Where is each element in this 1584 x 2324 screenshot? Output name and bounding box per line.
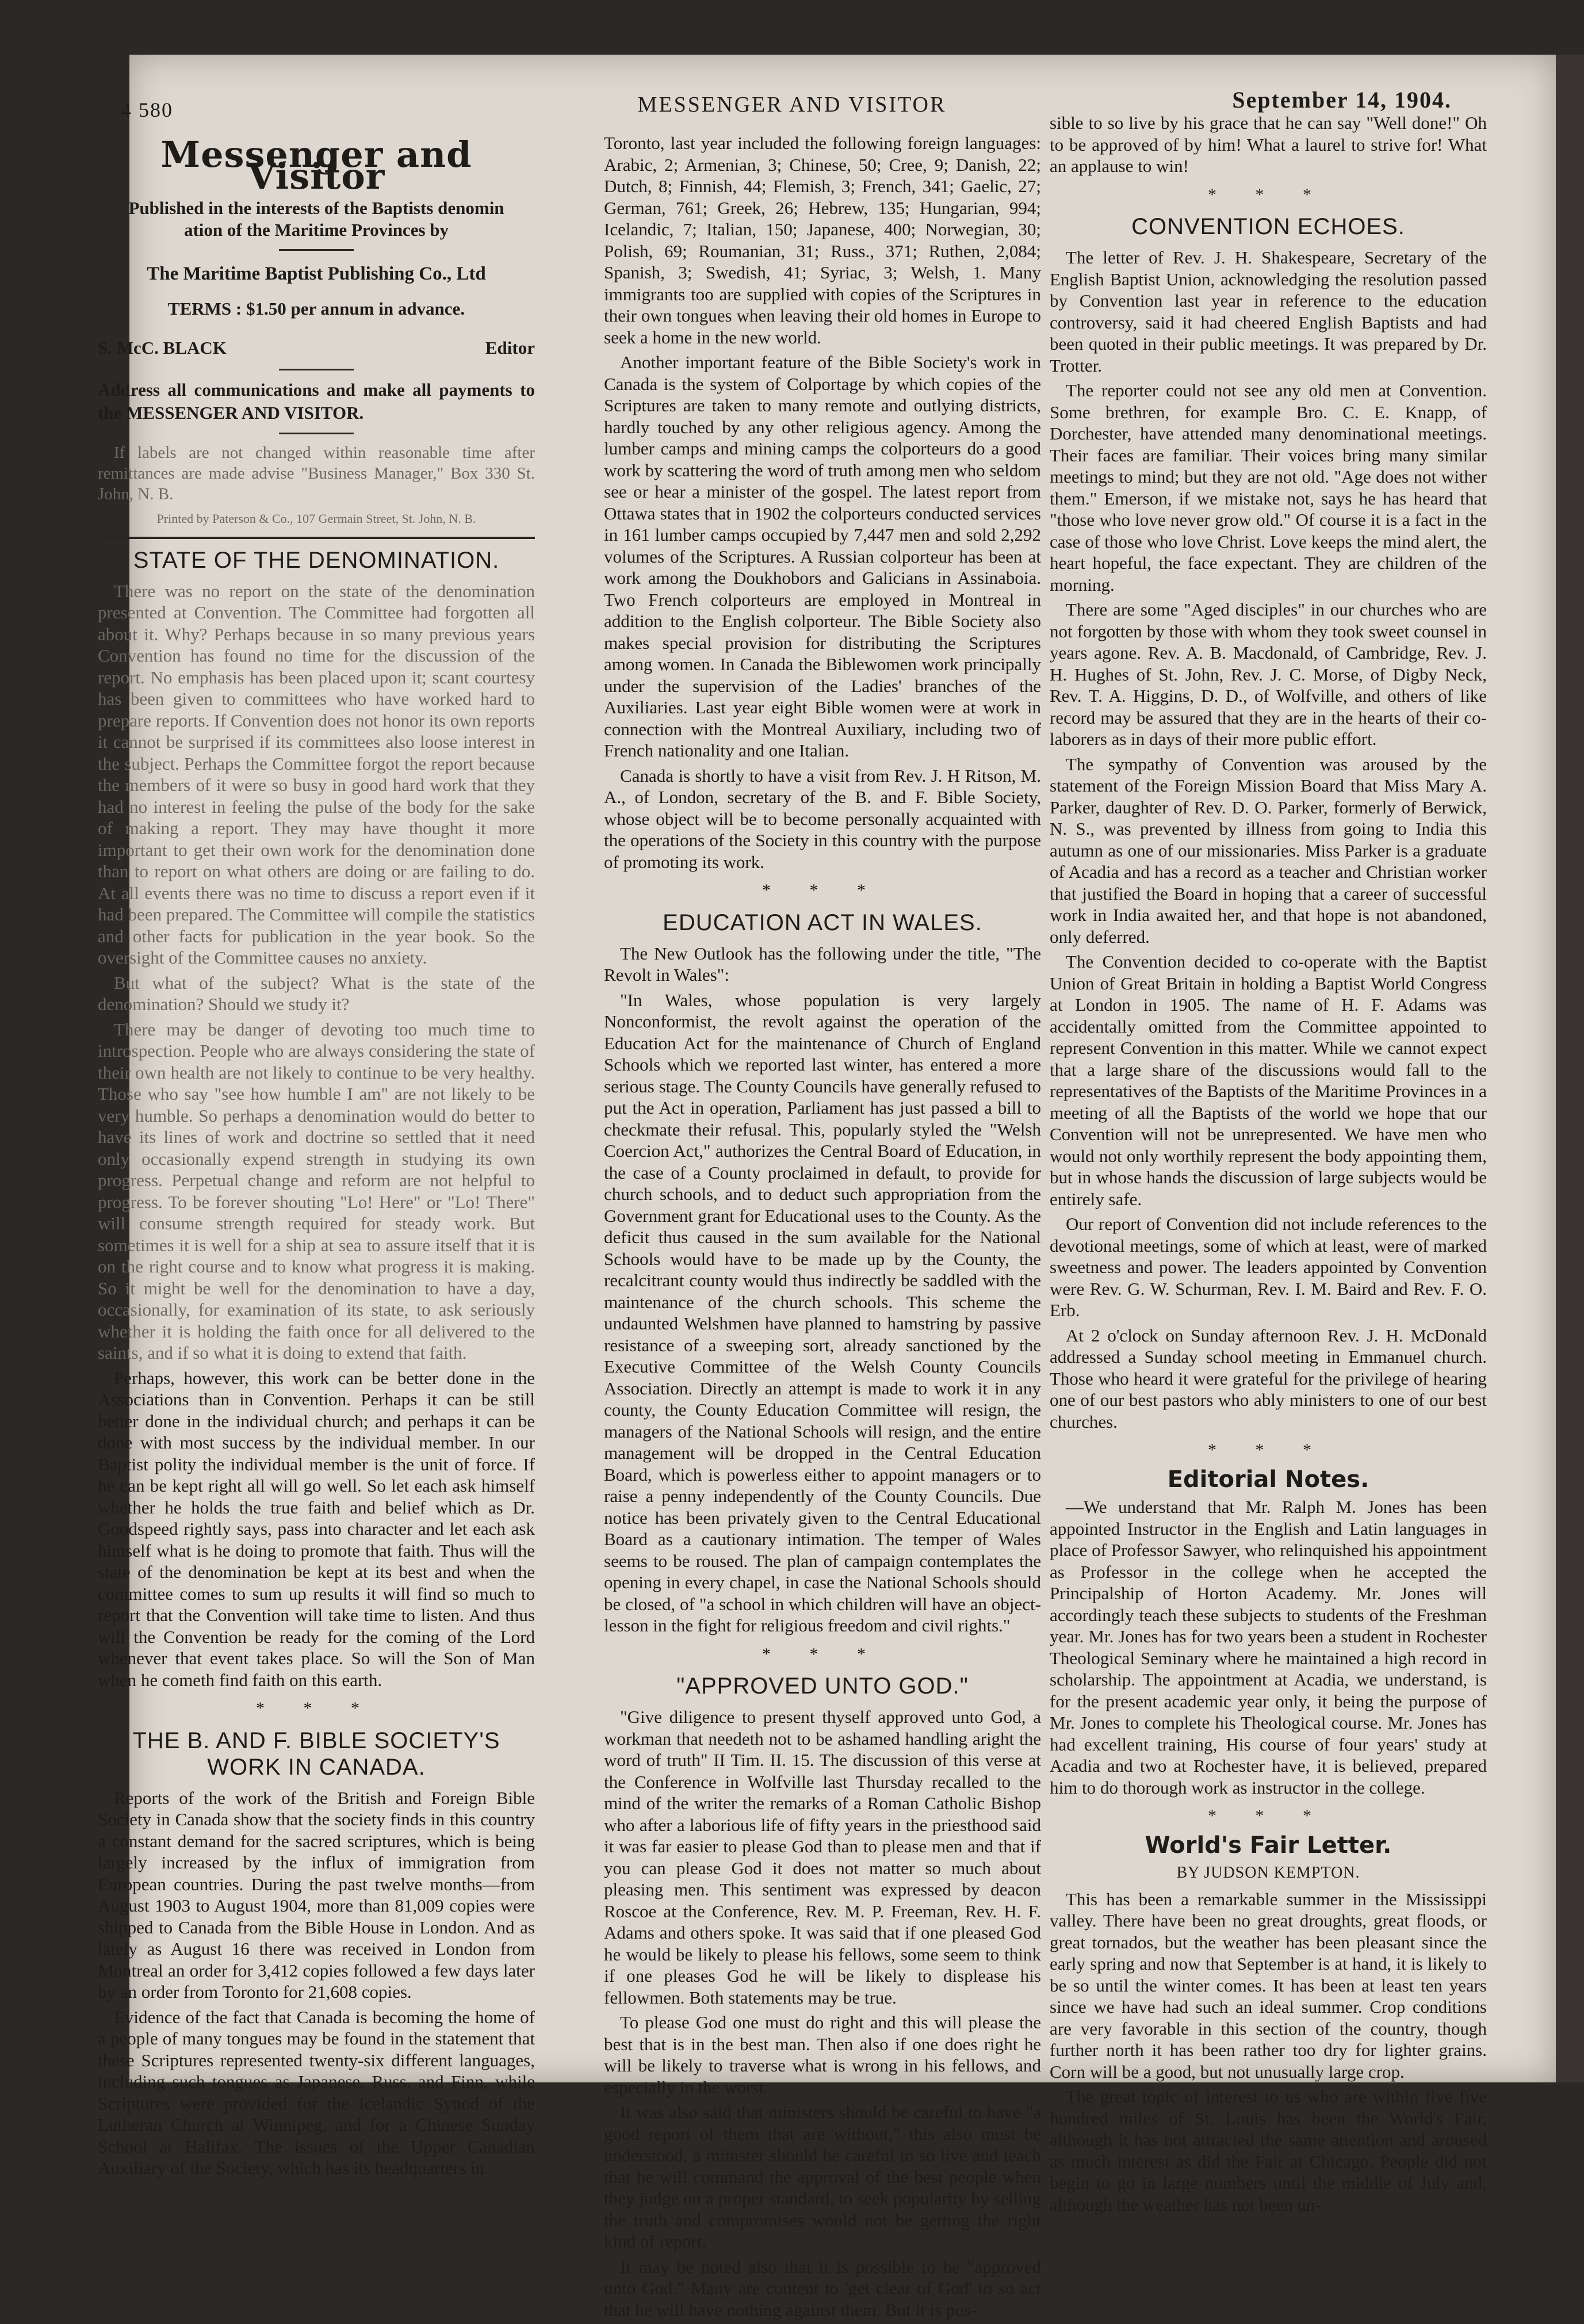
section-divider: * * * xyxy=(1208,185,1329,204)
article-heading: "APPROVED UNTO GOD." xyxy=(676,1673,969,1699)
article-heading: CONVENTION ECHOES. xyxy=(1131,214,1405,239)
paragraph: The New Outlook has the following under the title, "The Revolt in Wales": xyxy=(604,943,1041,985)
byline: BY JUDSON KEMPTON. xyxy=(1176,1864,1360,1882)
editor-rule xyxy=(279,369,354,370)
paragraph: But what of the subject? What is the state of the denomination? Should we study it? xyxy=(98,972,535,1014)
address-notice: Address all communications and make all payments to the MESSENGER AND VISITOR. xyxy=(98,380,535,423)
paragraph: There are some "Aged disciples" in our churches who are not forgotten by those with whom they took sweet counsel in years agone. Rev. A. B. Macdonald, of Cambridge, Rev. J. H. Hughes of St. John, Rev. J. C. Morse, of Digby Neck, Rev. T. A. Higgins, D. D., of Wolfville, and others of like record may be assured that they are in the hearts of their co-laborers as in days of their more public effort. xyxy=(1050,599,1487,749)
page-number: 4 580 xyxy=(121,98,173,121)
paragraph: At 2 o'clock on Sunday afternoon Rev. J. H. McDonald addressed a Sunday school meeting in Emmanuel church. Those who heard it were grateful for the privilege of hearing one of our best pastors who ably ministers to one of our best churches. xyxy=(1050,1325,1487,1432)
paragraph: Toronto, last year included the following foreign languages: Arabic, 2; Armenian, 3; Chinese, 50; Cree, 9; Danish, 22; Dutch, 8; Finnish, 44; Flemish, 3; French, 341; Gaelic, 27; German, 761; Greek, 26; Hebrew, 135; Hungarian, 994; Icelandic, 7; Italian, 150; Japanese, 400; Norwegian, 30; Polish, 69; Roumanian, 31; Russ., 371; Ruthen, 2,084; Spanish, 3; Swedish, 41; Syriac, 3; Welsh, 1. Many immigrants too are supplied with copies of the Scriptures in their own tongues when leaving their old homes in Europe to seek a home in the new world. xyxy=(604,133,1041,347)
paragraph: Another important feature of the Bible Society's work in Canada is the system of Colportage by which copies of the Scriptures are taken to many remote and outlying districts, hardly touched by any other religious agency. Among the lumber camps and mining camps the colporteurs do a good work by scattering the word of truth among men who seldom see or hear a minister of the gospel. The latest report from Ottawa states that in 1902 the colporteurs conducted services in 161 lumber camps occupied by 7,447 men and sold 2,292 volumes of the Scriptures. A Russian colporteur has been at work among the Doukhobors and Galicians in Assinaboia. Two French colporteurs are employed in Montreal in addition to the English colporteur. The Bible Society also makes special provision for distributing the Scriptures among women. In Canada the Biblewomen work principally under the supervision of the Ladies' branches of the Auxiliaries. Last year eight Bible women were at work in connection with the Montreal Auxiliary, including two of French nationality and one Italian. xyxy=(604,352,1041,760)
article-heading: THE B. AND F. BIBLE SOCIETY'S WORK IN CANADA. xyxy=(132,1727,500,1780)
column-2 xyxy=(604,132,1041,2324)
paragraph: The Convention decided to co-operate with the Baptist Union of Great Britain in holding a Baptist World Congress at London in 1905. The name of H. F. Adams was accidentally omitted from the Committee appointed to represent Convention in this matter. While we cannot expect that a large share of the discussions would fall to the representatives of the Baptists of the Maritime Provinces in a meeting of all the Baptists of the world we hope that our Convention will not be unrepresented. We have men who would not only worthily represent the body appointing them, but in whose hands the discussion of large subjects would be entirely safe. xyxy=(1050,951,1487,1209)
section-divider: * * * xyxy=(762,1644,883,1664)
labels-notice: If labels are not changed within reasonable time after remittances are made advise "Business Manager," Box 330 St. John, N. B. xyxy=(98,444,535,503)
paragraph: This has been a remarkable summer in the Mississippi valley. There have been no great droughts, great floods, or great tornados, but the weather has been pleasant since the early spring and now that September is at hand, it is likely to be so until the winter comes. It has been at least ten years since we have had such an ideal summer. Crop conditions are very favorable in this section of the country, though further north it has been rather too dry for lighter grains. Corn will be a good, but not unusually large crop. xyxy=(1050,1889,1487,2082)
editor-label: Editor xyxy=(485,337,535,358)
paragraph: There was no report on the state of the denomination presented at Convention. The Committee had forgotten all about it. Why? Perhaps because in so many previous years Convention has found no time for the discussion of the report. No emphasis has been placed upon it; scant courtesy has been given to committees who have worked hard to prepare reports. If Convention does not honor its own reports it cannot be surprised if its committees also loose interest in the subject. Perhaps the Committee forgot the report because the members of it were so busy in good hard work that they had no interest in feeling the pulse of the body for the sake of making a report. They may have thought it more important to get their own work for the denomination done than to report on what others are doing or are failing to do. At all events there was no time to discuss a report even if it had been prepared. The Committee will compile the statistics and other facts for publication in the year book. So the oversight of the Committee causes no anxiety. xyxy=(98,580,535,968)
column-3 xyxy=(1050,112,1487,2219)
paragraph: It may be noted also that it is possible to be "approved unto God." Many are content to 'get clear of God' to so act that he will have nothing against them. But it is pos- xyxy=(604,2256,1041,2320)
page-edge-shadow xyxy=(1556,55,1584,2082)
running-title: MESSENGER AND VISITOR xyxy=(637,93,947,117)
paragraph: It was also said that ministers should be careful to have "a good report of them that are without," this also must be understood, a minister should be careful to so live and teach that he will command the approval of the best people when they judge on a proper standard, to seek popularity by selling the truth and compromises would not be getting the right kind of report. xyxy=(604,2102,1041,2252)
paragraph: There may be danger of devoting too much time to introspection. People who are always considering the state of their own health are not likely to continue to be very healthy. Those who say "see how humble I am" are not likely to be very humble. So perhaps a denomination would do better to have its lines of work and doctrine so settled that it need only occasionally expend strength in studying its own progress. Perpetual change and reform are not helpful to progress. To be forever shouting "Lo! Here" or "Lo! There" will consume strength required for steady work. But sometimes it is well for a ship at sea to assure itself that it is on the right course and to know what progress it is making. So it might be well for the denomination to have a day, occasionally, for examination of its state, to ask seriously whether it is holding the faith once for all delivered to the saints, and if so what it is doing to extend that faith. xyxy=(98,1019,535,1363)
paragraph: sible to so live by his grace that he can say "Well done!" Oh to be approved of by him! What a laurel to strive for! What an applause to win! xyxy=(1050,113,1487,176)
section-rule xyxy=(98,537,535,539)
paragraph: Perhaps, however, this work can be better done in the Associations than in Convention. Perhaps it can be still better done in the individual church; and perhaps it can be done with most success by the individual member. In our Baptist polity the individual member is the unit of force. If he can be kept right all will go well. So let each ask himself whether he holds the true faith and belief which as Dr. Goodspeed rightly says, pass into character and let each ask himself what is he doing to promote that faith. Thus will the state of the denomination be kept at its best and when the committee comes to sum up results it will find so much to report that the Convention will take time to listen. And thus will the Convention be ready for the coming of the Lord whenever that event takes place. So will the Son of Man when he cometh find faith on this earth. xyxy=(98,1367,535,1690)
paragraph: The sympathy of Convention was aroused by the statement of the Foreign Mission Board that Miss Mary A. Parker, daughter of Rev. D. O. Parker, formerly of Berwick, N. S., was prevented by illness from going to India this autumn as one of our missionaries. Miss Parker is a graduate of Acadia and has a record as a teacher and Christian worker that justified the Board in hoping that a career of successful work in India awaited her, and that hope is not abandoned, only deferred. xyxy=(1050,754,1487,947)
editor-name: S. McC. BLACK xyxy=(98,337,227,358)
masthead-publisher: The Maritime Baptist Publishing Co., Ltd xyxy=(147,263,486,284)
editor-row xyxy=(98,337,535,359)
masthead-subtitle-2: ation of the Maritime Provinces by xyxy=(183,220,449,240)
paragraph: Canada is shortly to have a visit from Rev. J. H Ritson, M. A., of London, secretary of the B. and F. Bible Society, whose object will be to become personally acquainted with the operations of the Society in this country with the purpose of promoting its work. xyxy=(604,765,1041,872)
address-rule xyxy=(279,433,354,434)
paragraph: "In Wales, whose population is very largely Nonconformist, the revolt against the operation of the Education Act for the maintenance of Church of England Schools which we reported last winter, has entered a more serious stage. The County Councils have generally refused to put the Act in operation, Parliament has just passed a bill to checkmate their refusal. This, popularly styled the "Welsh Coercion Act," authorizes the Central Board of Education, in the case of a County proclaimed in default, to provide for church schools, and to deduct such appropriation from the Government grant for Educational uses to the County. As the deficit thus caused in the sum available for the National Schools would have to be made up by the County, the recalcitrant county would thus indirectly be saddled with the maintenance of the church schools. This scheme the undaunted Welshmen have planned to hamstring by passive resistance of a sweeping sort, already sanctioned by the Executive Committee of the Welsh County Councils Association. Directly an attempt is made to work it in any county, the County Education Committee will resign, the managers of the National Schools will resign, and the entire management will be dropped in the Central Education Board, which is powerless either to appoint managers or to raise a penny independently of the County Councils. Due notice has been privately given to the Central Educational Board as a cautionary intimation. The temper of Wales seems to be roused. The plan of campaign contemplates the opening in every chapel, in case the National Schools should be closed, of "a school in which children will have an object-lesson in the fight for religious freedom and civil rights." xyxy=(604,989,1041,1635)
paragraph: Our report of Convention did not include references to the devotional meetings, some of which at least, were of marked sweetness and power. The leaders appointed by Convention were Rev. G. W. Schurman, Rev. I. M. Baird and Rev. F. O. Erb. xyxy=(1050,1214,1487,1320)
section-divider: * * * xyxy=(762,881,883,900)
paragraph: The reporter could not see any old men at Convention. Some brethren, for example Bro. C. E. Knapp, of Dorchester, have attended many denominational meetings. Their faces are familiar. Their voices bring many similar meetings to mind; but they are not old. "Age does not wither them." Emerson, if we mistake not, says he has heard that "those who love never grow old." Of course it is a fact in the case of those who love Christ. Love keeps the mind alert, the heart hopeful, the face expectant. They are children of the morning. xyxy=(1050,380,1487,595)
masthead-rule xyxy=(279,249,354,251)
paragraph: "Give diligence to present thyself approved unto God, a workman that needeth not to be ashamed handling aright the word of truth" II Tim. II. 15. The discussion of this verse at the Conference in Wolfville last Thursday recalled to the mind of the writer the remarks of a Roman Catholic Bishop who after a laborious life of fifty years in the priesthood said it was far easier to please God than to please men and that if you can please God it does not matter so much about pleasing men. This sentiment was expressed by deacon Roscoe at the Conference, Rev. M. P. Freeman, Rev. H. F. Adams and others spoke. It was said that if one pleased God he would be likely to please his fellows, some seem to think if one pleases God he will be likely to displease his fellowmen. Both statements may be true. xyxy=(604,1707,1041,2008)
article-heading: EDUCATION ACT IN WALES. xyxy=(663,909,982,935)
masthead-title: Messenger and Visitor xyxy=(160,133,472,197)
printer-line: Printed by Paterson & Co., 107 Germain Street, St. John, N. B. xyxy=(156,511,476,526)
column-1 xyxy=(98,133,535,2182)
paragraph: The letter of Rev. J. H. Shakespeare, Secretary of the English Baptist Union, acknowledging the resolution passed by Convention last year in reference to the education controversy, said it had cheered English Baptists and had been quoted in their public meetings. It was prepared by Dr. Trotter. xyxy=(1050,247,1487,376)
section-divider: * * * xyxy=(1208,1806,1329,1825)
paragraph: Evidence of the fact that Canada is becoming the home of a people of many tongues may be found in the statement that these Scriptures represented twenty-six different languages, including such tongues as Japanese, Russ. and Finn, while Scriptures were provided for the Icelandic Synod of the Lutheran Church at Winnipeg, and for a Chinese Sunday School at Halifax. The issues of the Upper Canadian Auxiliary of the Society, which has its headquarters in xyxy=(98,2006,535,2178)
article-heading: STATE OF THE DENOMINATION. xyxy=(133,547,500,573)
paragraph: —We understand that Mr. Ralph M. Jones has been appointed Instructor in the English and Latin languages in place of Professor Sawyer, who relinquished his appointment as Professor in the college when he accepted the Principalship of Horton Academy. Mr. Jones will accordingly teach these subjects to students of the Freshman year. Mr. Jones has for two years been a student in Rochester Theological Seminary where he maintained a high record in scholarship. The appointment at Acadia, we understand, is for the present academic year only, it being the purpose of Mr. Jones to complete his Theological course. Mr. Jones has had excellent training, His course of four years' study at Acadia and two at Rochester have, it is believed, prepared him to do thorough work as instructor in the college. xyxy=(1050,1497,1487,1798)
masthead-subtitle-1: Published in the interests of the Baptists denomin xyxy=(128,198,504,218)
paragraph: Reports of the work of the British and Foreign Bible Society in Canada show that the society finds in this country a constant demand for the sacred scriptures, which is being largely increased by the influx of immigration from European countries. During the past twelve months—from August 1903 to August 1904, more than 81,009 copies were shipped to Canada from the Bible House in London. And as lately as August 16 there was received in London from Montreal an order for 3,412 copies followed a few days later by an order from Toronto for 21,608 copies. xyxy=(98,1787,535,2002)
article-heading: Editorial Notes. xyxy=(1167,1466,1369,1493)
paragraph: The great topic of interest to us who are within five five hundred miles of St. Louis has been the World's Fair, although it has not attracted the same attention and aroused as much interest as did the Fair at Chicago. People did not begin to go in large numbers until the middle of July and, although the weather has not been un- xyxy=(1050,2086,1487,2215)
paragraph: To please God one must do right and this will please the best that is in the best man. Then also if one does right he will be likely to traverse what is wrong in his fellows, and especially in the worst. xyxy=(604,2012,1041,2097)
masthead-terms: TERMS : $1.50 per annum in advance. xyxy=(167,298,465,319)
article-heading: World's Fair Letter. xyxy=(1145,1832,1392,1859)
issue-date: September 14, 1904. xyxy=(1232,87,1452,113)
section-divider: * * * xyxy=(1208,1440,1329,1459)
section-divider: * * * xyxy=(256,1699,377,1718)
